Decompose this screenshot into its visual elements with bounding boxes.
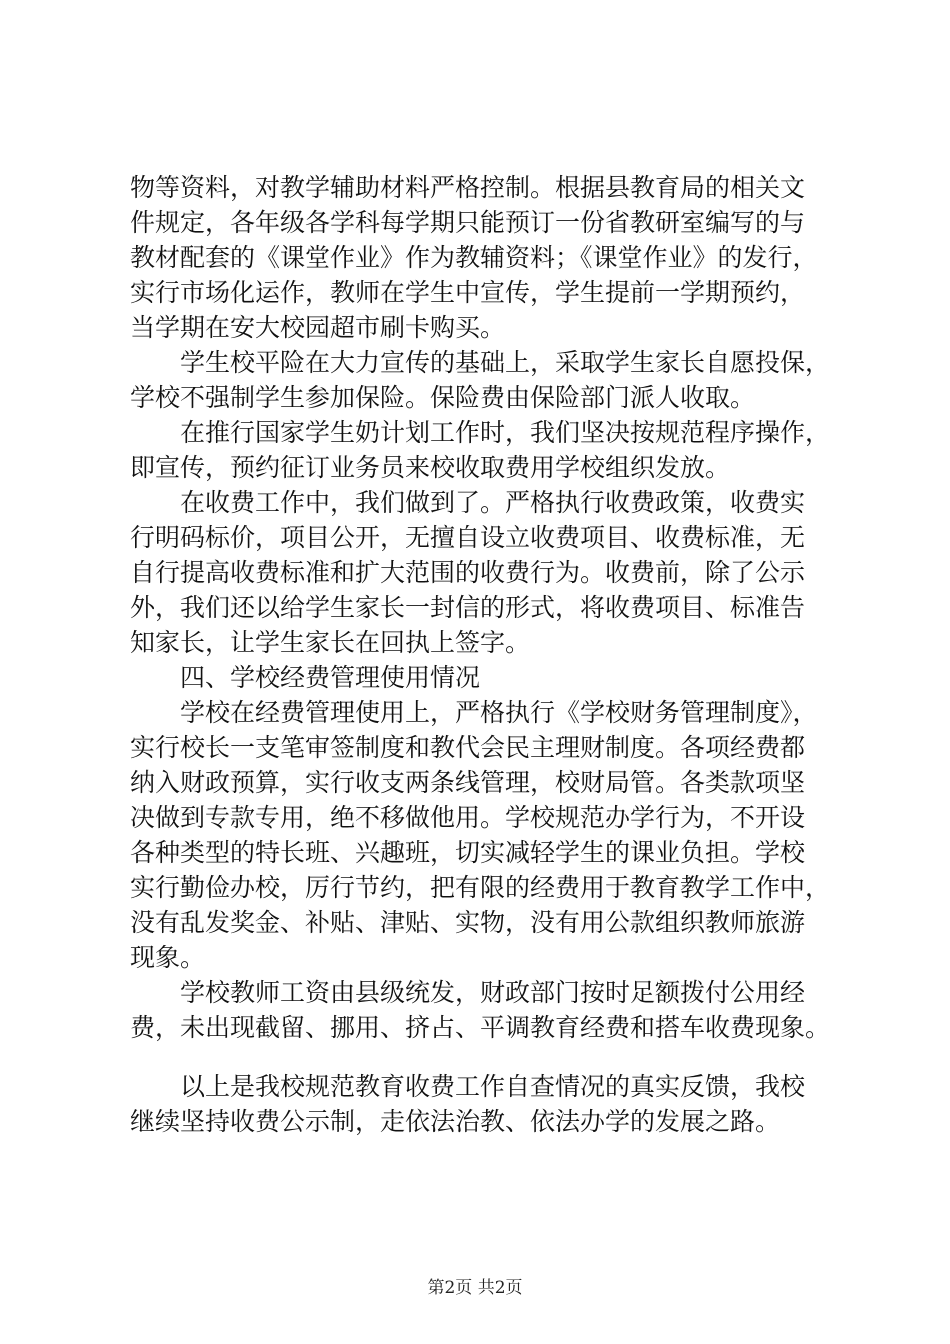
text-line: 知家长，让学生家长在回执上签字。 bbox=[130, 628, 531, 657]
text-line: 实行校长一支笔审签制度和教代会民主理财制度。各项经费都 bbox=[130, 733, 806, 762]
section-heading: 四、学校经费管理使用情况 bbox=[180, 663, 481, 692]
text-line: 当学期在安大校园超市刷卡购买。 bbox=[130, 313, 506, 342]
text-line: 自行提高收费标准和扩大范围的收费行为。收费前，除了公示 bbox=[130, 558, 806, 587]
text-line: 件规定，各年级各学科每学期只能预订一份省教研室编写的与 bbox=[130, 208, 806, 237]
text-line: 学校教师工资由县级统发，财政部门按时足额拨付公用经 bbox=[180, 978, 806, 1007]
text-line: 在推行国家学生奶计划工作时，我们坚决按规范程序操作， bbox=[180, 418, 831, 447]
text-line: 学校不强制学生参加保险。保险费由保险部门派人收取。 bbox=[130, 383, 756, 412]
page-footer: 第2页 共2页 bbox=[427, 1278, 523, 1298]
text-line: 学生校平险在大力宣传的基础上，采取学生家长自愿投保， bbox=[180, 348, 831, 377]
text-line: 费，未出现截留、挪用、挤占、平调教育经费和搭车收费现象。 bbox=[130, 1013, 831, 1042]
text-line: 在收费工作中，我们做到了。严格执行收费政策，收费实 bbox=[180, 488, 806, 517]
text-line: 决做到专款专用，绝不移做他用。学校规范办学行为，不开设 bbox=[130, 803, 806, 832]
text-line: 各种类型的特长班、兴趣班，切实减轻学生的课业负担。学校 bbox=[130, 838, 806, 867]
text-line: 实行勤俭办校，厉行节约，把有限的经费用于教育教学工作中， bbox=[130, 873, 831, 902]
text-line: 教材配套的《课堂作业》作为教辅资料；《课堂作业》的发行， bbox=[130, 243, 818, 272]
text-line: 以上是我校规范教育收费工作自查情况的真实反馈，我校 bbox=[180, 1072, 806, 1101]
text-line: 继续坚持收费公示制，走依法治教、依法办学的发展之路。 bbox=[130, 1107, 781, 1136]
text-line: 实行市场化运作，教师在学生中宣传，学生提前一学期预约， bbox=[130, 278, 806, 307]
text-line: 物等资料，对教学辅助材料严格控制。根据县教育局的相关文 bbox=[130, 173, 806, 202]
text-line: 行明码标价，项目公开，无擅自设立收费项目、收费标准，无 bbox=[130, 523, 806, 552]
text-line: 外，我们还以给学生家长一封信的形式，将收费项目、标准告 bbox=[130, 593, 806, 622]
text-line: 学校在经费管理使用上，严格执行《学校财务管理制度》， bbox=[180, 698, 818, 727]
text-line: 没有乱发奖金、补贴、津贴、实物，没有用公款组织教师旅游 bbox=[130, 908, 806, 937]
text-line: 纳入财政预算，实行收支两条线管理，校财局管。各类款项坚 bbox=[130, 768, 806, 797]
text-line: 现象。 bbox=[130, 943, 206, 972]
text-line: 即宣传，预约征订业务员来校收取费用学校组织发放。 bbox=[130, 453, 731, 482]
